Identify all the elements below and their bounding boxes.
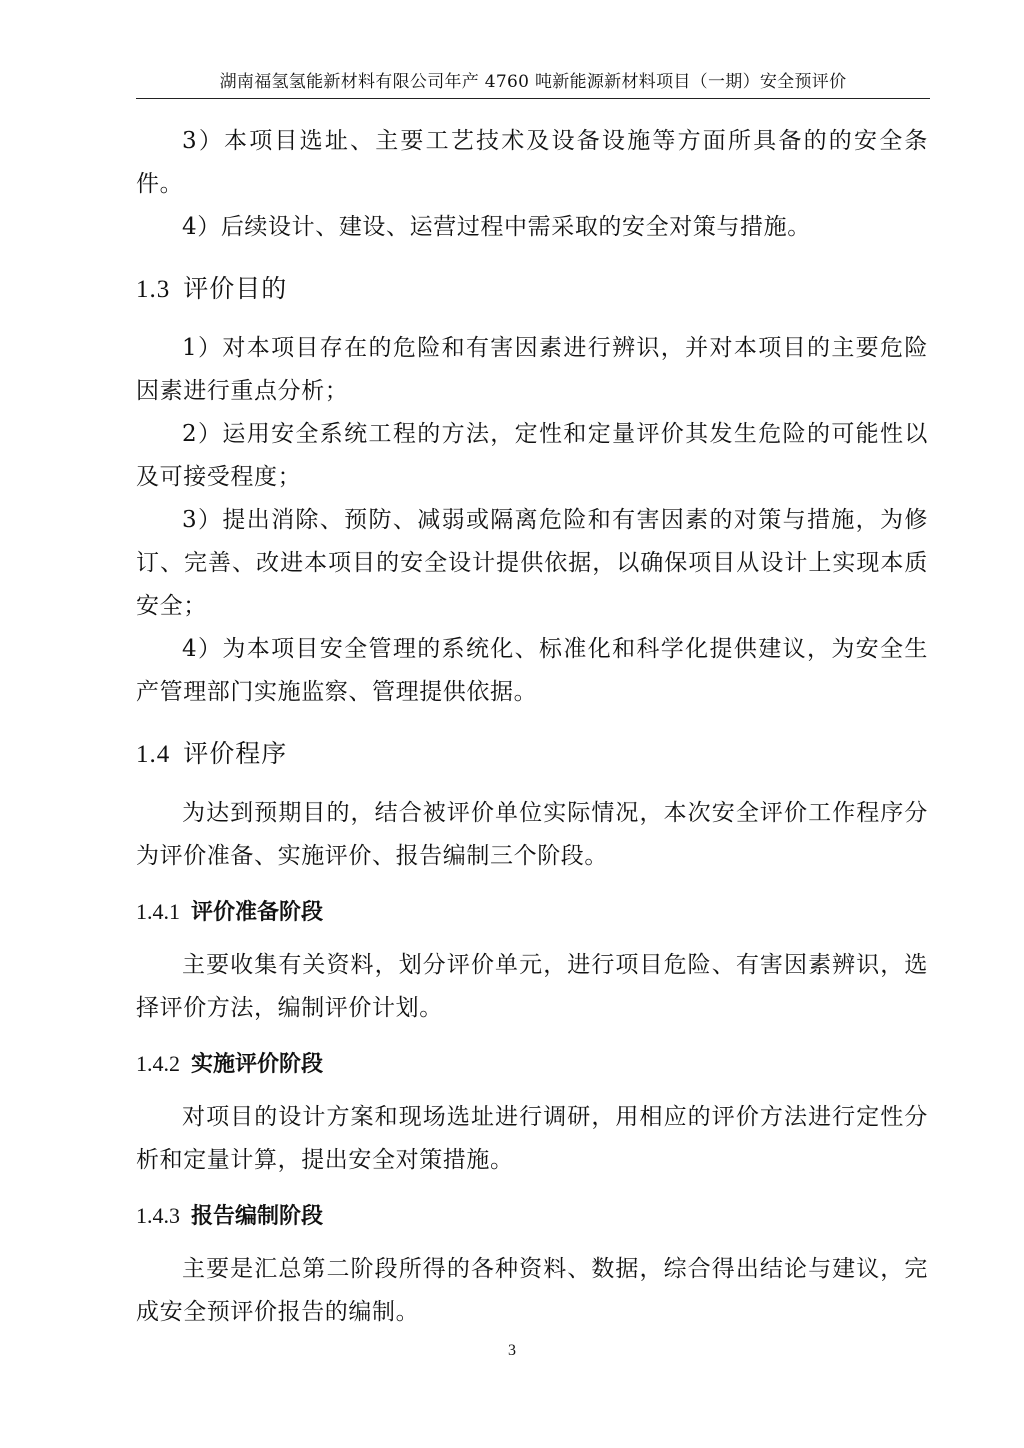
procedure-intro: 为达到预期目的，结合被评价单位实际情况，本次安全评价工作程序分为评价准备、实施评价、报告编制三个阶段。 — [136, 800, 928, 869]
page-number: 3 — [508, 1342, 516, 1359]
subsection-number: 1.4.3 — [136, 1203, 180, 1228]
subsection-title: 报告编制阶段 — [191, 1204, 324, 1229]
purpose-item-2: 2）运用安全系统工程的方法，定性和定量评价其发生危险的可能性以及可接受程度； — [136, 421, 928, 490]
section-heading-1-3 — [136, 269, 928, 310]
section-title: 评价目的 — [183, 274, 288, 303]
subsection-heading-1-4-2 — [136, 1044, 928, 1085]
subsection-heading-1-4-1 — [136, 892, 928, 933]
page-header — [136, 70, 930, 99]
purpose-item-3: 3）提出消除、预防、减弱或隔离危险和有害因素的对策与措施，为修订、完善、改进本项目的安全设计提供依据，以确保项目从设计上实现本质安全； — [136, 507, 928, 619]
purpose-item-1: 1）对本项目存在的危险和有害因素进行辨识，并对本项目的主要危险因素进行重点分析； — [136, 335, 928, 404]
subsection-text-1-4-1: 主要收集有关资料，划分评价单元，进行项目危险、有害因素辨识，选择评价方法，编制评价计划。 — [136, 952, 928, 1021]
subsection-title: 评价准备阶段 — [191, 900, 324, 925]
intro-item-3: 3）本项目选址、主要工艺技术及设备设施等方面所具备的的安全条件。 — [136, 128, 928, 197]
purpose-item-4: 4）为本项目安全管理的系统化、标准化和科学化提供建议，为安全生产管理部门实施监察、管理提供依据。 — [136, 636, 928, 705]
subsection-heading-1-4-3 — [136, 1196, 928, 1237]
header-title: 湖南福氢氢能新材料有限公司年产 4760 吨新能源新材料项目（一期）安全预评价 — [219, 72, 847, 92]
intro-item-4: 4）后续设计、建设、运营过程中需采取的安全对策与措施。 — [182, 214, 811, 240]
subsection-number: 1.4.2 — [136, 1051, 180, 1076]
subsection-text-1-4-2: 对项目的设计方案和现场选址进行调研，用相应的评价方法进行定性分析和定量计算，提出安全对策措施。 — [136, 1104, 928, 1173]
subsection-number: 1.4.1 — [136, 899, 180, 924]
subsection-text-1-4-3: 主要是汇总第二阶段所得的各种资料、数据，综合得出结论与建议，完成安全预评价报告的编制。 — [136, 1256, 928, 1325]
section-title: 评价程序 — [183, 739, 288, 768]
document-body — [136, 120, 928, 1334]
subsection-title: 实施评价阶段 — [191, 1052, 324, 1077]
section-number: 1.3 — [136, 276, 171, 303]
section-heading-1-4 — [136, 734, 928, 775]
section-number: 1.4 — [136, 741, 171, 768]
